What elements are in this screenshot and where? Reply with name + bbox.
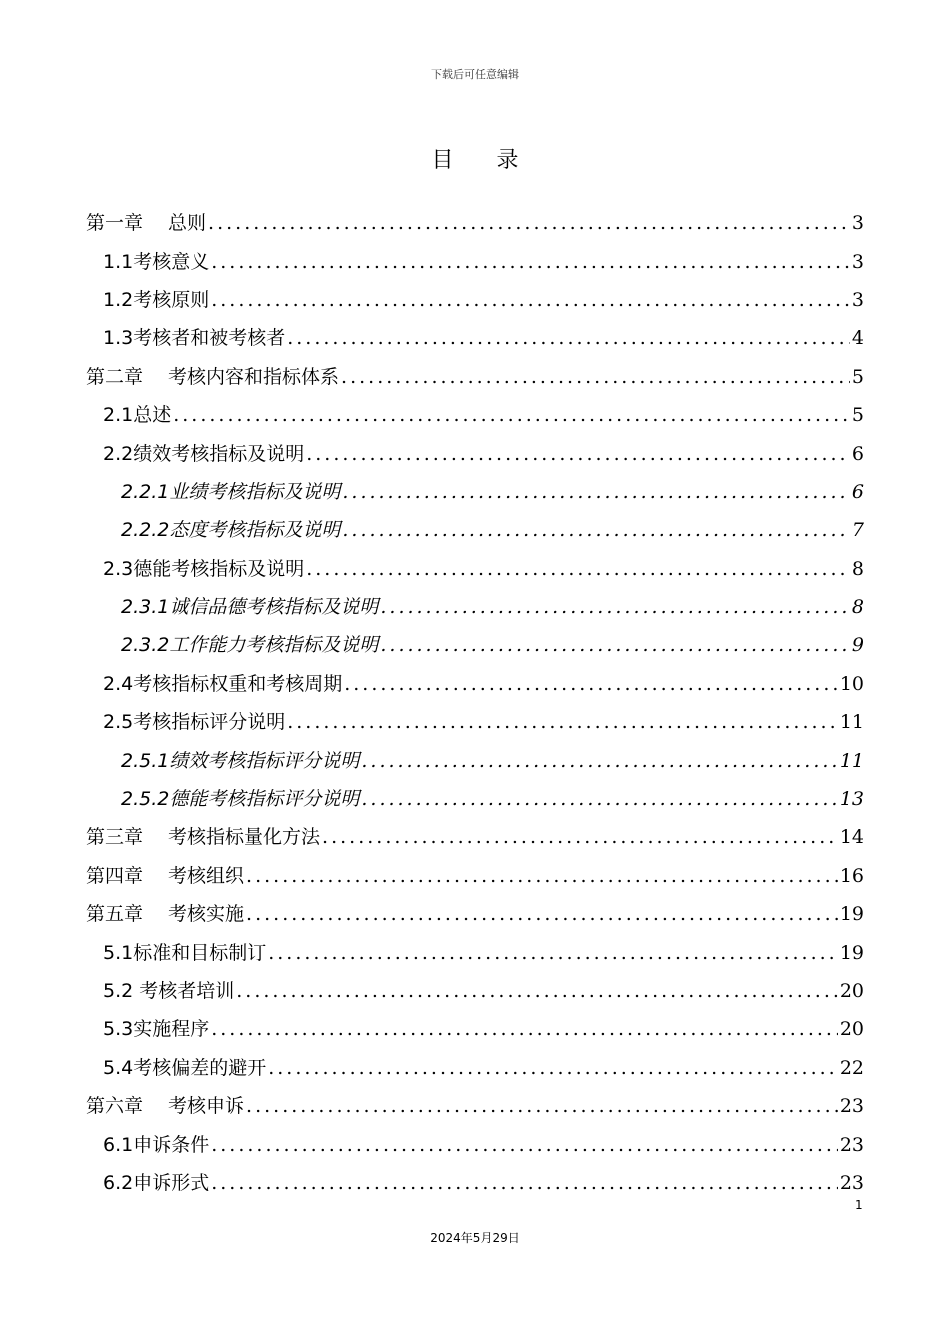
toc-entry[interactable] <box>86 780 864 818</box>
toc-entry-page: 3 <box>851 288 864 311</box>
toc-entry-label: 2.3.2工作能力考核指标及说明 <box>121 634 379 657</box>
footer-date: 2024年5月29日 <box>430 1231 520 1245</box>
toc-entry-label: 第六章 考核申诉 <box>86 1095 245 1118</box>
toc-entry-label: 6.1申诉条件 <box>103 1133 210 1156</box>
toc-entry-page: 6 <box>851 442 864 465</box>
toc-leader-dots <box>342 511 850 549</box>
toc-entry-label: 2.5.2德能考核指标评分说明 <box>121 788 360 811</box>
toc-entry-page: 19 <box>839 941 864 964</box>
toc-entry-label: 2.4考核指标权重和考核周期 <box>103 672 343 695</box>
toc-entry[interactable] <box>86 319 864 357</box>
toc-entry-page: 22 <box>839 1056 864 1079</box>
toc-entry-page: 23 <box>839 1171 864 1194</box>
toc-leader-dots <box>287 703 838 741</box>
toc-entry-page: 3 <box>851 212 864 235</box>
toc-entry-page: 13 <box>839 788 864 811</box>
toc-entry[interactable] <box>86 1087 864 1125</box>
table-of-contents <box>86 204 864 1202</box>
toc-leader-dots <box>236 972 838 1010</box>
toc-entry[interactable] <box>86 818 864 856</box>
toc-entry-label: 5.2 考核者培训 <box>103 980 235 1002</box>
toc-entry-page: 20 <box>839 980 864 1002</box>
toc-entry-label: 第五章 考核实施 <box>86 903 245 926</box>
toc-entry-page: 9 <box>851 634 864 657</box>
toc-entry[interactable] <box>86 511 864 549</box>
page-number: 1 <box>855 1198 863 1212</box>
toc-entry[interactable] <box>86 473 864 511</box>
toc-entry-label: 1.2考核原则 <box>103 288 210 311</box>
toc-entry[interactable] <box>86 1125 864 1163</box>
toc-entry[interactable] <box>86 588 864 626</box>
toc-entry-label: 2.3.1诚信品德考核指标及说明 <box>121 596 379 619</box>
toc-entry[interactable] <box>86 626 864 664</box>
toc-leader-dots <box>246 857 838 895</box>
toc-entry-label: 1.1考核意义 <box>103 250 210 273</box>
toc-leader-dots <box>211 1164 838 1202</box>
toc-entry[interactable] <box>86 1164 864 1202</box>
toc-entry-label: 2.2.1业绩考核指标及说明 <box>121 480 341 503</box>
page-header: 下载后可任意编辑 <box>431 68 519 81</box>
toc-entry[interactable] <box>86 933 864 971</box>
toc-leader-dots <box>287 319 850 357</box>
toc-entry[interactable] <box>86 972 864 1010</box>
toc-leader-dots <box>246 895 838 933</box>
toc-leader-dots <box>342 473 850 511</box>
toc-entry-label: 2.5考核指标评分说明 <box>103 711 286 734</box>
toc-leader-dots <box>380 626 850 664</box>
toc-entry-page: 5 <box>851 404 864 427</box>
toc-leader-dots <box>211 243 850 281</box>
toc-leader-dots <box>306 550 850 588</box>
toc-leader-dots <box>211 1010 838 1048</box>
toc-entry[interactable] <box>86 895 864 933</box>
toc-entry-page: 23 <box>839 1095 864 1118</box>
toc-entry-page: 11 <box>839 749 864 772</box>
toc-entry-page: 20 <box>839 1018 864 1041</box>
toc-entry-page: 16 <box>839 864 864 887</box>
toc-entry-label: 第二章 考核内容和指标体系 <box>86 365 340 388</box>
toc-entry-label: 5.3实施程序 <box>103 1018 210 1041</box>
toc-entry-page: 23 <box>839 1133 864 1156</box>
toc-entry-page: 4 <box>851 327 864 350</box>
toc-leader-dots <box>211 281 850 319</box>
toc-entry[interactable] <box>86 1010 864 1048</box>
toc-entry-page: 8 <box>851 596 864 619</box>
toc-title: 目 录 <box>431 148 537 173</box>
toc-leader-dots <box>380 588 850 626</box>
toc-leader-dots <box>344 665 838 703</box>
toc-entry-page: 14 <box>839 826 864 849</box>
toc-entry[interactable] <box>86 703 864 741</box>
toc-entry[interactable] <box>86 204 864 242</box>
toc-entry-label: 2.2绩效考核指标及说明 <box>103 442 305 465</box>
toc-entry-label: 5.1标准和目标制订 <box>103 941 267 964</box>
toc-entry-label: 第四章 考核组织 <box>86 864 245 887</box>
toc-entry-page: 8 <box>851 557 864 580</box>
toc-entry[interactable] <box>86 358 864 396</box>
toc-entry[interactable] <box>86 434 864 472</box>
toc-entry[interactable] <box>86 665 864 703</box>
toc-leader-dots <box>211 1126 838 1164</box>
toc-entry-label: 2.1总述 <box>103 404 172 427</box>
toc-entry[interactable] <box>86 396 864 434</box>
toc-leader-dots <box>268 934 838 972</box>
toc-leader-dots <box>173 396 850 434</box>
toc-leader-dots <box>322 818 838 856</box>
toc-entry[interactable] <box>86 242 864 280</box>
toc-entry-page: 11 <box>839 711 864 734</box>
toc-entry-page: 3 <box>851 250 864 273</box>
toc-entry-label: 2.3德能考核指标及说明 <box>103 557 305 580</box>
toc-entry-page: 5 <box>851 365 864 388</box>
toc-entry-page: 6 <box>851 480 864 503</box>
toc-leader-dots <box>246 1087 838 1125</box>
toc-leader-dots <box>361 742 837 780</box>
toc-entry-page: 19 <box>839 903 864 926</box>
toc-entry-label: 2.2.2态度考核指标及说明 <box>121 519 341 542</box>
toc-entry[interactable] <box>86 741 864 779</box>
toc-leader-dots <box>361 780 837 818</box>
toc-entry-page: 10 <box>839 672 864 695</box>
toc-entry[interactable] <box>86 550 864 588</box>
toc-entry-label: 第三章 考核指标量化方法 <box>86 826 321 849</box>
toc-leader-dots <box>306 435 850 473</box>
toc-entry[interactable] <box>86 281 864 319</box>
toc-entry-label: 6.2申诉形式 <box>103 1171 210 1194</box>
toc-entry-page: 7 <box>851 519 864 542</box>
toc-leader-dots <box>268 1049 838 1087</box>
toc-entry[interactable] <box>86 857 864 895</box>
toc-entry-label: 第一章 总则 <box>86 212 207 235</box>
toc-entry-label: 2.5.1绩效考核指标评分说明 <box>121 749 360 772</box>
toc-entry-label: 1.3考核者和被考核者 <box>103 327 286 350</box>
toc-entry-label: 5.4考核偏差的避开 <box>103 1056 267 1079</box>
toc-leader-dots <box>341 358 850 396</box>
toc-entry[interactable] <box>86 1049 864 1087</box>
toc-leader-dots <box>208 204 850 242</box>
